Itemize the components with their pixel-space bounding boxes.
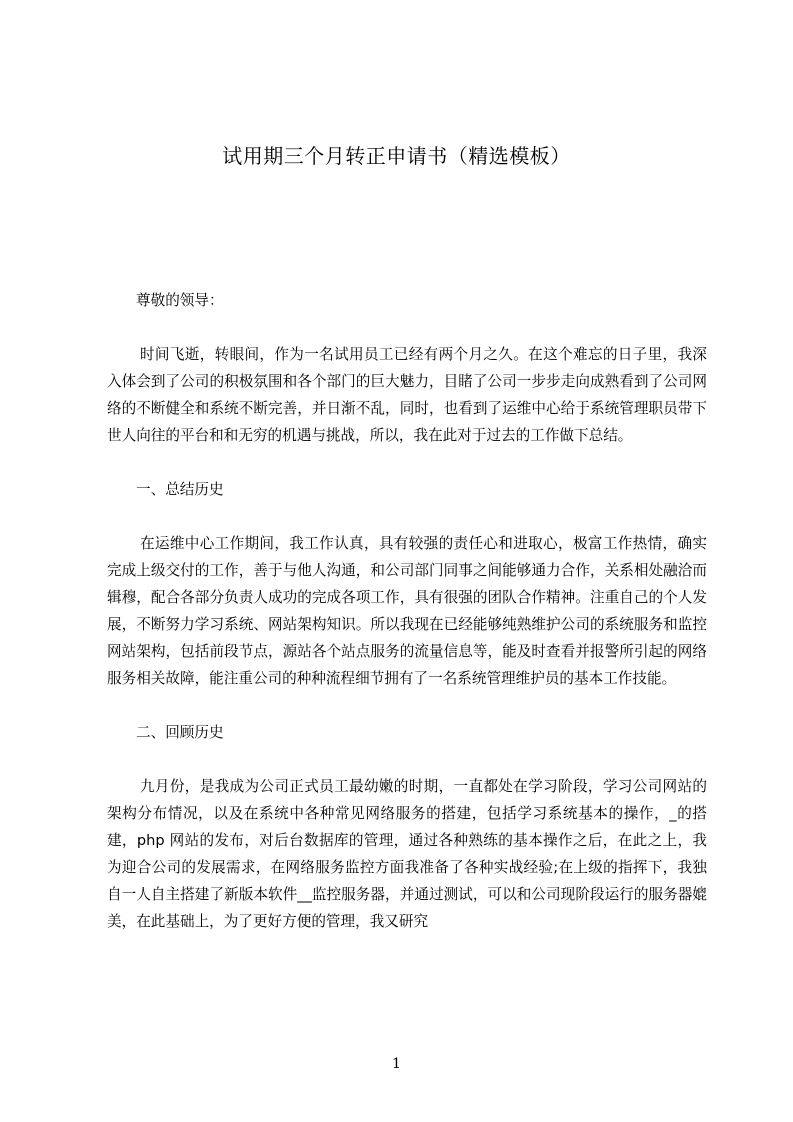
document-body [107, 287, 707, 962]
page-title: 试用期三个月转正申请书（精选模板） [222, 144, 571, 168]
section-heading-review: 二、回顾历史 [136, 724, 224, 741]
intro-paragraph: 时间飞逝，转眼间，作为一名试用员工已经有两个月之久。在这个难忘的日子里，我深入体会到了公司的积极氛围和各个部门的巨大魅力，目睹了公司一步步走向成熟看到了公司网络的不断健全和系统不断完善，并日渐不乱，同时，也看到了运维中心给于系统管理职员带下世人向往的平台和和无穷的机遇与挑战，所以，我在此对于过去的工作做下总结。 [107, 346, 707, 444]
page-number: 1 [392, 1056, 401, 1072]
summary-paragraph: 在运维中心工作期间，我工作认真，具有较强的责任心和进取心，极富工作热情，确实完成上级交付的工作，善于与他人沟通，和公司部门同事之间能够通力合作，关系相处融洽而辑穆，配合各部分负责人成功的完成各项工作，具有很强的团队合作精神。注重自己的个人发展，不断努力学习系统、网站架构知识。所以我现在已经能够纯熟维护公司的系统服务和监控网站架构，包括前段节点，源站各个站点服务的流量信息等，能及时查看并报警所引起的网络服务相关故障，能注重公司的种种流程细节拥有了一名系统管理维护员的基本工作技能。 [107, 535, 707, 687]
salutation: 尊敬的领导： [136, 292, 224, 309]
section-heading-summary: 一、总结历史 [136, 481, 224, 498]
review-paragraph: 九月份，是我成为公司正式员工最幼嫩的时期，一直都处在学习阶段，学习公司网站的架构分布情况，以及在系统中各种常见网络服务的搭建，包括学习系统基本的操作，_的搭建，php 网站的发布，对后台数据库的管理，通过各种熟练的基本操作之后，在此之上，我为迎合公司的发展需求，在网络服务监控方面我准备了各种实战经验;在上级的指挥下，我独自一人自主搭建了新版本软件__监控服务器，并通过测试，可以和公司现阶段运行的服务器媲美，在此基础上，为了更好方便的管理，我又研究 [107, 778, 707, 930]
